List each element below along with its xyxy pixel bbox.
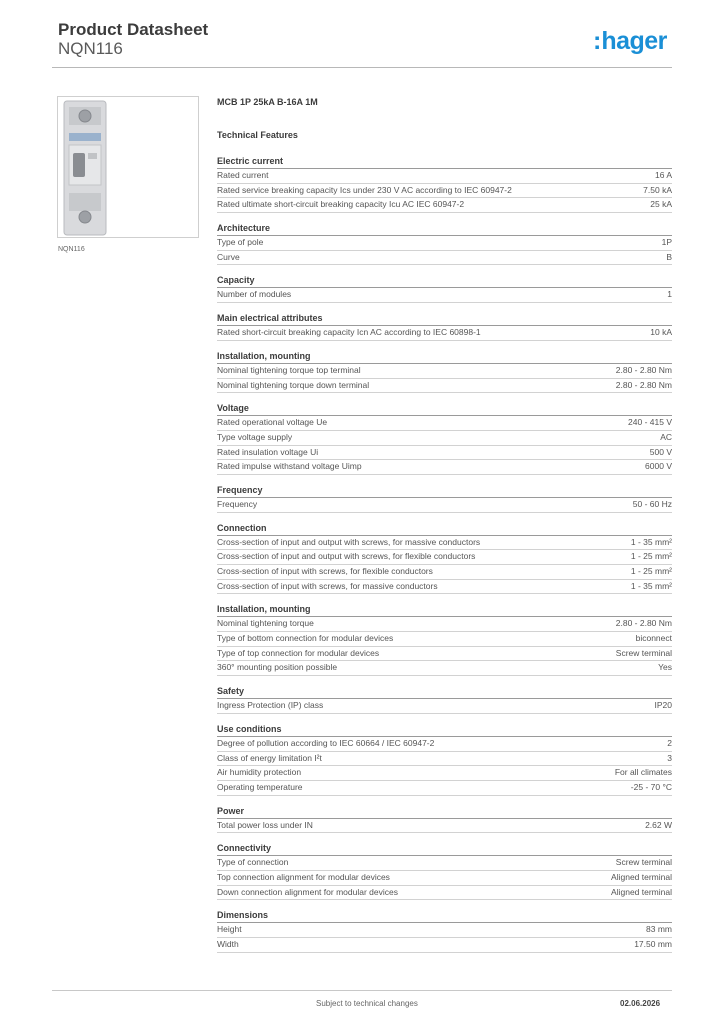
- spec-value: 500 V: [649, 446, 672, 457]
- spec-label: Number of modules: [217, 289, 292, 300]
- spec-value: 1 - 25 mm²: [630, 551, 672, 562]
- spec-label: Type voltage supply: [217, 431, 293, 442]
- spec-section: [217, 155, 672, 213]
- spec-value: B: [666, 251, 672, 262]
- circuit-breaker-image: [58, 97, 198, 237]
- spec-label: Rated ultimate short-circuit breaking capacity Icu AC IEC 60947-2: [217, 199, 465, 210]
- spec-label: Nominal tightening torque top terminal: [217, 364, 361, 375]
- spec-value: Yes: [658, 662, 672, 673]
- product-code: NQN116: [58, 39, 123, 58]
- spec-value: 2: [667, 737, 672, 748]
- spec-row: [217, 647, 672, 662]
- spec-row: [217, 632, 672, 647]
- spec-label: Cross-section of input and output with screws, for flexible conductors: [217, 551, 476, 562]
- spec-row: [217, 938, 672, 953]
- spec-row: [217, 431, 672, 446]
- spec-section: [217, 723, 672, 796]
- spec-label: Class of energy limitation I²t: [217, 752, 322, 763]
- spec-section: [217, 685, 672, 714]
- spec-section: [217, 350, 672, 393]
- spec-row: [217, 236, 672, 251]
- spec-label: Width: [217, 939, 239, 949]
- spec-section: [217, 522, 672, 595]
- spec-value: 3: [667, 752, 672, 763]
- spec-label: Top connection alignment for modular devices: [217, 871, 390, 882]
- spec-label: Curve: [217, 251, 240, 262]
- spec-row: [217, 617, 672, 632]
- spec-label: Type of top connection for modular devices: [217, 647, 380, 658]
- spec-label: Total power loss under IN: [217, 819, 313, 830]
- spec-label: Degree of pollution according to IEC 60664 / IEC 60947-2: [217, 737, 435, 748]
- spec-row: [217, 416, 672, 431]
- spec-row: [217, 752, 672, 767]
- spec-row: [217, 766, 672, 781]
- spec-label: Rated insulation voltage Ui: [217, 446, 319, 457]
- spec-label: Nominal tightening torque: [217, 618, 314, 629]
- spec-row: [217, 288, 672, 303]
- spec-value: -25 - 70 °C: [630, 781, 672, 792]
- product-image: [57, 96, 199, 238]
- spec-label: Type of bottom connection for modular devices: [217, 633, 394, 644]
- hager-logo: :hager: [593, 27, 667, 55]
- spec-row: [217, 379, 672, 394]
- spec-section: [217, 222, 672, 265]
- spec-value: 2.80 - 2.80 Nm: [615, 364, 672, 375]
- spec-label: Rated service breaking capacity Ics under 230 V AC according to IEC 60947-2: [217, 184, 512, 195]
- spec-label: Air humidity protection: [217, 767, 302, 778]
- spec-section: [217, 402, 672, 475]
- header-divider: [52, 67, 672, 68]
- section-title: Connectivity: [217, 842, 672, 856]
- spec-row: [217, 565, 672, 580]
- image-caption: NQN116: [58, 246, 85, 253]
- spec-row: [217, 184, 672, 199]
- section-title: Frequency: [217, 484, 672, 498]
- spec-section: [217, 603, 672, 676]
- spec-section: [217, 909, 672, 952]
- spec-section: [217, 312, 672, 341]
- spec-value: 1 - 25 mm²: [630, 566, 672, 576]
- technical-features-heading: Technical Features: [217, 130, 298, 140]
- spec-label: Operating temperature: [217, 781, 303, 792]
- section-title: Main electrical attributes: [217, 312, 672, 326]
- spec-section: [217, 484, 672, 513]
- spec-value: biconnect: [635, 633, 672, 644]
- section-title: Installation, mounting: [217, 603, 672, 617]
- spec-value: 6000 V: [645, 461, 672, 472]
- spec-value: Screw terminal: [615, 647, 672, 658]
- section-title: Architecture: [217, 222, 672, 236]
- spec-label: Frequency: [217, 498, 258, 509]
- spec-value: Aligned terminal: [611, 886, 672, 897]
- spec-value: For all climates: [614, 767, 672, 778]
- spec-value: IP20: [654, 700, 672, 711]
- spec-label: Nominal tightening torque down terminal: [217, 379, 370, 390]
- spec-label: Type of connection: [217, 857, 289, 868]
- spec-label: Rated impulse withstand voltage Uimp: [217, 461, 362, 472]
- spec-row: [217, 661, 672, 676]
- spec-row: [217, 550, 672, 565]
- spec-row: [217, 781, 672, 796]
- spec-value: 83 mm: [646, 924, 672, 935]
- spec-label: Ingress Protection (IP) class: [217, 700, 324, 711]
- spec-row: [217, 498, 672, 513]
- spec-row: [217, 326, 672, 341]
- section-title: Electric current: [217, 155, 672, 169]
- features-table: [217, 155, 672, 962]
- spec-label: Down connection alignment for modular devices: [217, 886, 398, 897]
- spec-label: Rated current: [217, 170, 269, 180]
- spec-label: Rated short-circuit breaking capacity Icn AC according to IEC 60898-1: [217, 327, 481, 338]
- spec-row: [217, 446, 672, 461]
- spec-label: Cross-section of input with screws, for massive conductors: [217, 580, 438, 591]
- spec-row: [217, 871, 672, 886]
- section-title: Dimensions: [217, 909, 672, 923]
- product-name: MCB 1P 25kA B-16A 1M: [217, 97, 318, 107]
- spec-label: Type of pole: [217, 237, 264, 248]
- spec-value: 25 kA: [650, 199, 672, 210]
- spec-value: 240 - 415 V: [628, 417, 672, 428]
- spec-row: [217, 923, 672, 938]
- spec-value: 17.50 mm: [634, 939, 672, 949]
- spec-label: Height: [217, 924, 242, 935]
- section-title: Safety: [217, 685, 672, 699]
- section-title: Power: [217, 805, 672, 819]
- spec-row: [217, 169, 672, 184]
- spec-label: Cross-section of input and output with screws, for massive conductors: [217, 536, 481, 547]
- logo-text: hager: [601, 27, 667, 55]
- section-title: Installation, mounting: [217, 350, 672, 364]
- spec-label: Rated operational voltage Ue: [217, 417, 328, 428]
- spec-row: [217, 580, 672, 595]
- spec-value: 10 kA: [650, 327, 672, 338]
- spec-row: [217, 856, 672, 871]
- spec-value: 50 - 60 Hz: [632, 498, 672, 509]
- page-title: Product Datasheet: [58, 20, 209, 39]
- spec-value: 2.80 - 2.80 Nm: [615, 618, 672, 629]
- spec-row: [217, 536, 672, 551]
- footer-divider: [52, 990, 672, 991]
- footer-note: Subject to technical changes: [316, 999, 418, 1008]
- spec-row: [217, 699, 672, 714]
- spec-row: [217, 886, 672, 901]
- section-title: Use conditions: [217, 723, 672, 737]
- footer-date: 02.06.2026: [620, 999, 661, 1008]
- spec-value: Aligned terminal: [611, 871, 672, 882]
- spec-value: 2.62 W: [645, 819, 672, 830]
- spec-label: 360° mounting position possible: [217, 662, 338, 673]
- spec-row: [217, 364, 672, 379]
- spec-row: [217, 819, 672, 834]
- spec-value: 16 A: [654, 170, 672, 180]
- spec-value: AC: [660, 431, 672, 442]
- section-title: Capacity: [217, 274, 672, 288]
- spec-row: [217, 737, 672, 752]
- spec-value: 2.80 - 2.80 Nm: [615, 379, 672, 390]
- spec-value: 1P: [661, 237, 672, 248]
- spec-section: [217, 805, 672, 834]
- spec-value: 7.50 kA: [643, 184, 672, 195]
- spec-value: 1: [667, 289, 672, 300]
- spec-value: Screw terminal: [615, 857, 672, 868]
- section-title: Connection: [217, 522, 672, 536]
- spec-label: Cross-section of input with screws, for flexible conductors: [217, 566, 433, 576]
- spec-row: [217, 251, 672, 266]
- spec-row: [217, 198, 672, 213]
- spec-section: [217, 842, 672, 900]
- spec-value: 1 - 35 mm²: [630, 580, 672, 591]
- spec-section: [217, 274, 672, 303]
- section-title: Voltage: [217, 402, 672, 416]
- spec-value: 1 - 35 mm²: [630, 536, 672, 547]
- spec-row: [217, 460, 672, 475]
